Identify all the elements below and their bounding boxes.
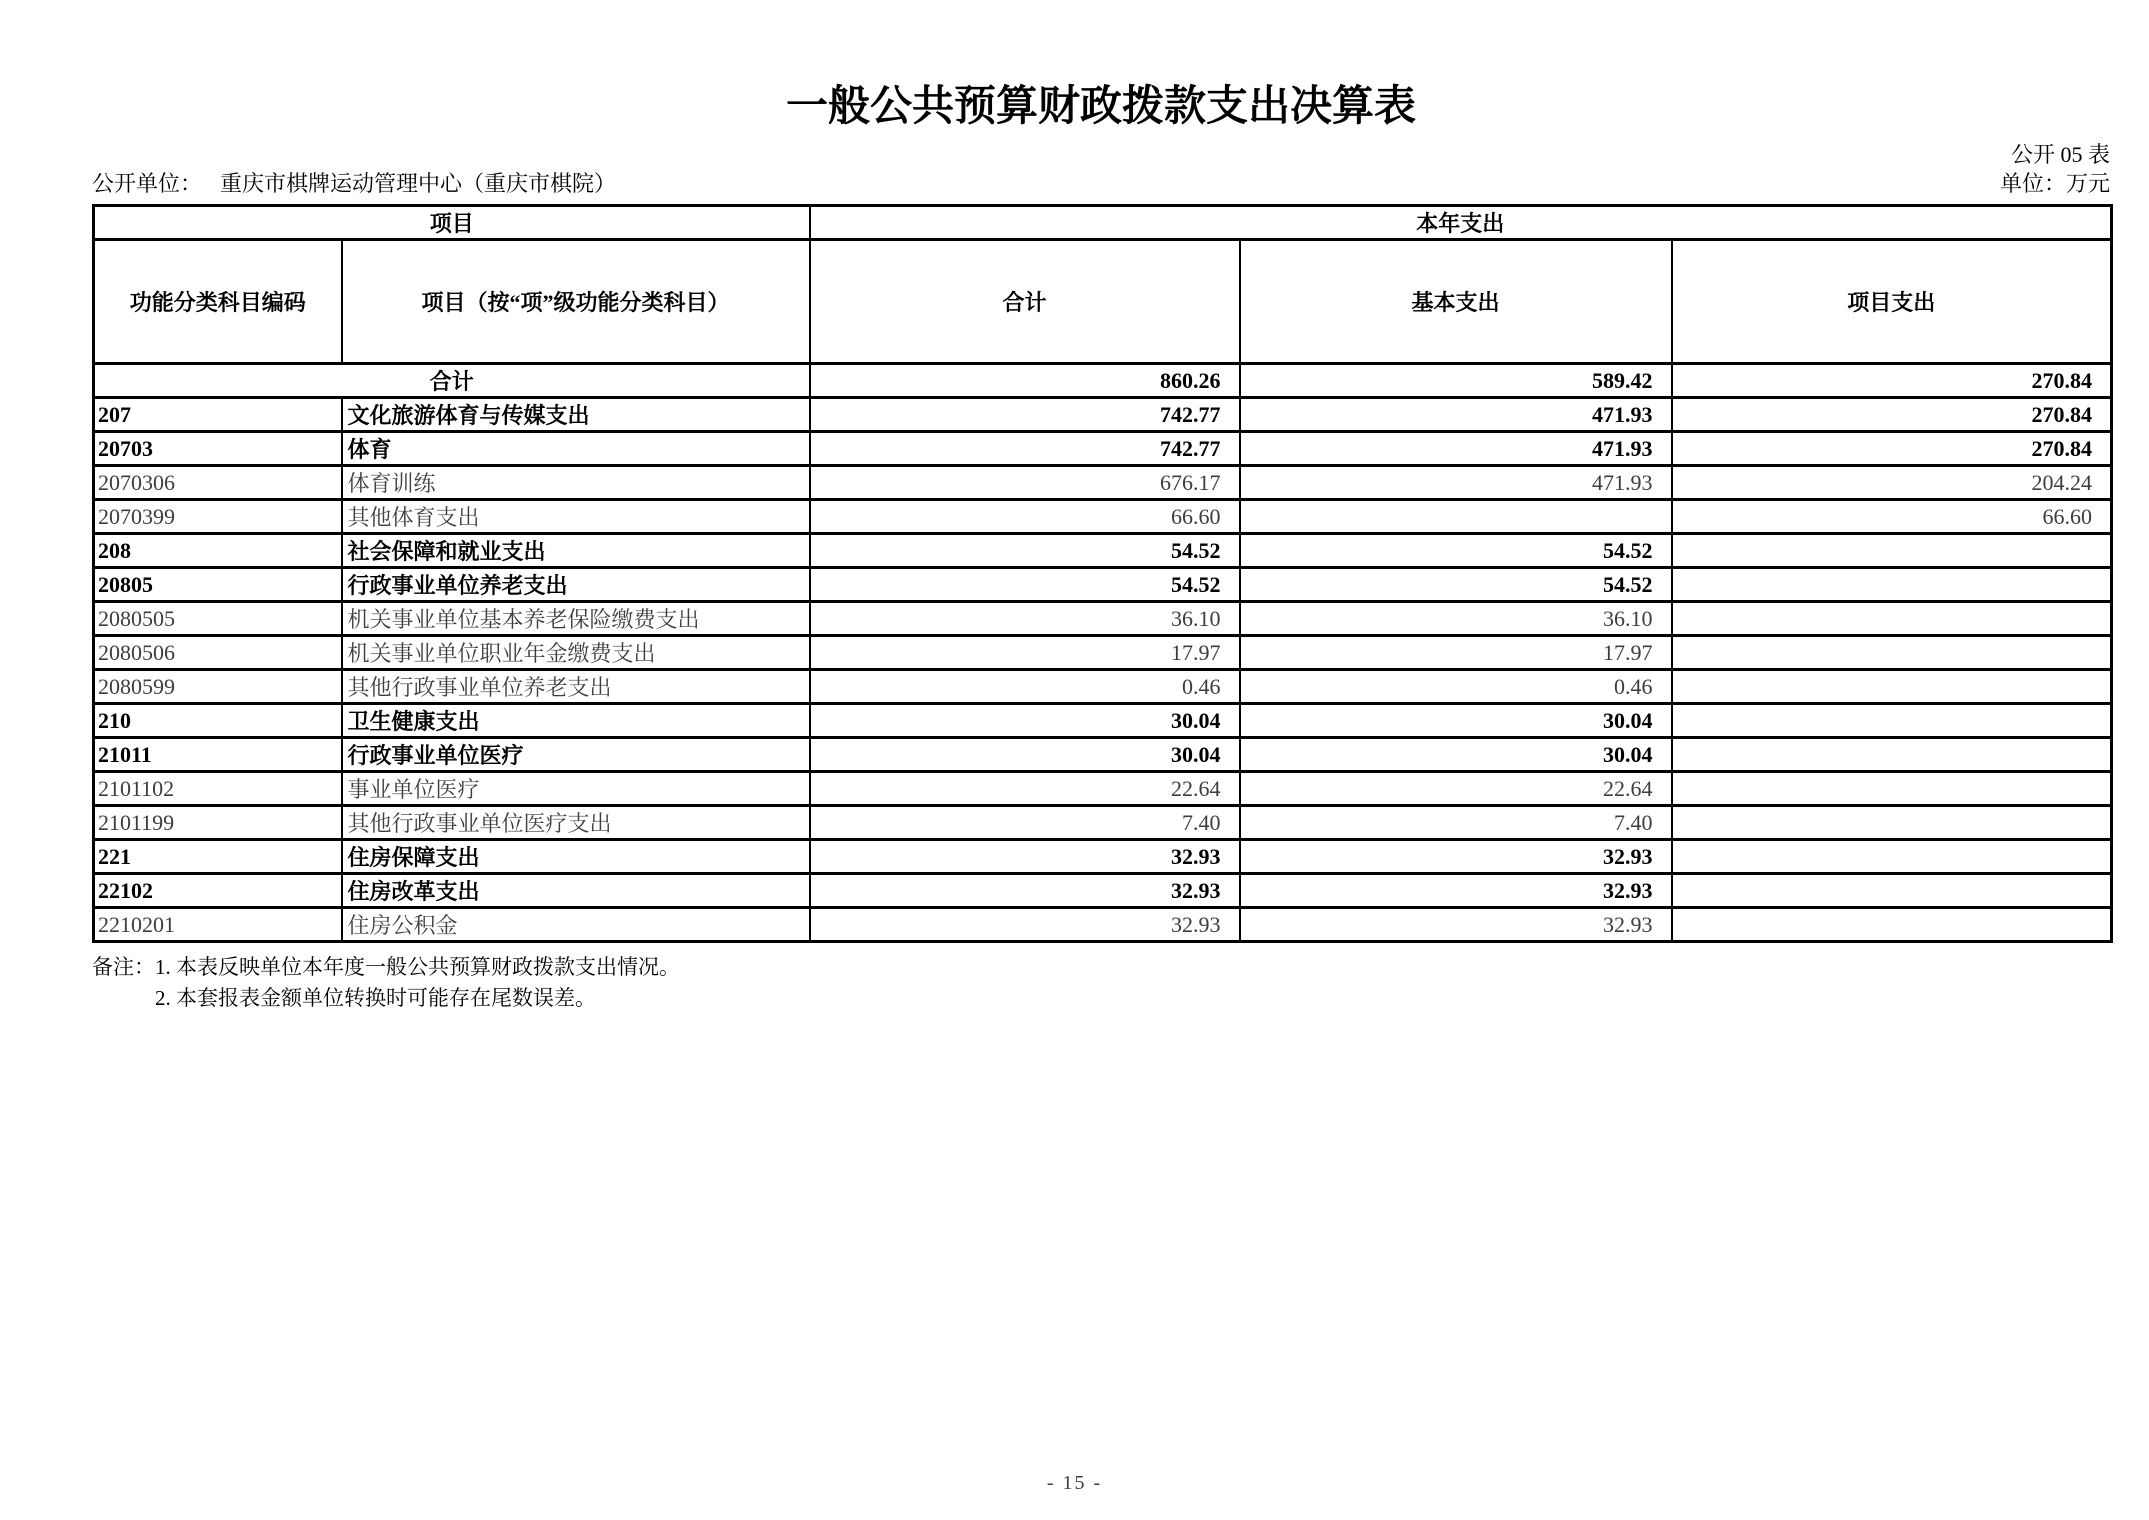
- row-item: 社会保障和就业支出: [342, 534, 810, 568]
- row-total: 742.77: [810, 432, 1240, 466]
- table-row: [94, 738, 2112, 772]
- row-total: 17.97: [810, 636, 1240, 670]
- header-col-code: 功能分类科目编码: [94, 240, 342, 364]
- row-item: 其他体育支出: [342, 500, 810, 534]
- row-basic: 32.93: [1240, 908, 1672, 942]
- row-total: 860.26: [810, 364, 1240, 398]
- row-item: 住房改革支出: [342, 874, 810, 908]
- row-code: 22102: [94, 874, 342, 908]
- header-col-project: 项目支出: [1672, 240, 2112, 364]
- row-project: [1672, 568, 2112, 602]
- row-item: 其他行政事业单位养老支出: [342, 670, 810, 704]
- row-project: [1672, 738, 2112, 772]
- row-basic: 589.42: [1240, 364, 1672, 398]
- row-basic: 471.93: [1240, 398, 1672, 432]
- document-content: [92, 0, 2110, 1014]
- row-total: 32.93: [810, 874, 1240, 908]
- table-header: [94, 206, 2112, 364]
- row-total: 30.04: [810, 704, 1240, 738]
- row-code: 2101199: [94, 806, 342, 840]
- row-basic: 36.10: [1240, 602, 1672, 636]
- row-project: [1672, 602, 2112, 636]
- publishing-unit: [92, 170, 616, 198]
- row-project: [1672, 908, 2112, 942]
- header-col-item: 项目（按“项”级功能分类科目）: [342, 240, 810, 364]
- notes-block: [92, 952, 2110, 1014]
- row-project: 270.84: [1672, 432, 2112, 466]
- row-basic: 17.97: [1240, 636, 1672, 670]
- header-group-project: 项目: [94, 206, 810, 240]
- row-code: 207: [94, 398, 342, 432]
- row-item: 行政事业单位养老支出: [342, 568, 810, 602]
- row-project: 204.24: [1672, 466, 2112, 500]
- row-total: 30.04: [810, 738, 1240, 772]
- budget-table: [92, 204, 2113, 943]
- unit-of-measure-label: 单位：万元: [1999, 171, 2110, 196]
- header-group-year-expenditure: 本年支出: [810, 206, 2112, 240]
- row-project: 270.84: [1672, 364, 2112, 398]
- note-line-2: 2. 本套报表金额单位转换时可能存在尾数误差。: [155, 986, 596, 1010]
- row-item: 住房保障支出: [342, 840, 810, 874]
- row-total: 32.93: [810, 840, 1240, 874]
- row-project: [1672, 874, 2112, 908]
- row-project: [1672, 534, 2112, 568]
- table-row: [94, 364, 2112, 398]
- row-item: 住房公积金: [342, 908, 810, 942]
- row-code: 210: [94, 704, 342, 738]
- header-group-row: [94, 206, 2112, 240]
- row-code: 208: [94, 534, 342, 568]
- table-code-label: 公开 05 表: [2010, 142, 2110, 167]
- row-item: 卫生健康支出: [342, 704, 810, 738]
- row-code: 2080599: [94, 670, 342, 704]
- table-row: [94, 840, 2112, 874]
- row-code: 2070399: [94, 500, 342, 534]
- header-col-total: 合计: [810, 240, 1240, 364]
- header-columns-row: [94, 240, 2112, 364]
- row-item: 合计: [94, 364, 810, 398]
- row-basic: 7.40: [1240, 806, 1672, 840]
- row-total: 676.17: [810, 466, 1240, 500]
- table-row: [94, 704, 2112, 738]
- row-basic: 0.46: [1240, 670, 1672, 704]
- row-total: 22.64: [810, 772, 1240, 806]
- row-basic: 22.64: [1240, 772, 1672, 806]
- row-basic: 32.93: [1240, 840, 1672, 874]
- row-code: 2080505: [94, 602, 342, 636]
- row-project: [1672, 670, 2112, 704]
- note-line-1: 备注：1. 本表反映单位本年度一般公共预算财政拨款支出情况。: [92, 955, 680, 979]
- row-item: 机关事业单位基本养老保险缴费支出: [342, 602, 810, 636]
- row-code: 2080506: [94, 636, 342, 670]
- row-total: 54.52: [810, 534, 1240, 568]
- table-row: [94, 568, 2112, 602]
- row-code: 221: [94, 840, 342, 874]
- row-code: 20805: [94, 568, 342, 602]
- table-body: [94, 364, 2112, 942]
- row-item: 体育训练: [342, 466, 810, 500]
- meta-row: [92, 170, 2110, 198]
- row-code: 21011: [94, 738, 342, 772]
- row-basic: 471.93: [1240, 466, 1672, 500]
- table-row: [94, 636, 2112, 670]
- table-row: [94, 602, 2112, 636]
- table-row: [94, 500, 2112, 534]
- row-code: 20703: [94, 432, 342, 466]
- table-row: [94, 466, 2112, 500]
- row-total: 742.77: [810, 398, 1240, 432]
- row-total: 66.60: [810, 500, 1240, 534]
- row-basic: 471.93: [1240, 432, 1672, 466]
- table-row: [94, 398, 2112, 432]
- row-total: 54.52: [810, 568, 1240, 602]
- row-basic: 30.04: [1240, 738, 1672, 772]
- row-item: 机关事业单位职业年金缴费支出: [342, 636, 810, 670]
- row-basic: 54.52: [1240, 534, 1672, 568]
- header-col-basic: 基本支出: [1240, 240, 1672, 364]
- row-project: 270.84: [1672, 398, 2112, 432]
- row-total: 0.46: [810, 670, 1240, 704]
- row-item: 行政事业单位医疗: [342, 738, 810, 772]
- row-basic: 32.93: [1240, 874, 1672, 908]
- table-row: [94, 534, 2112, 568]
- publishing-unit-label: 公开单位：: [92, 171, 203, 196]
- row-item: 事业单位医疗: [342, 772, 810, 806]
- row-code: 2070306: [94, 466, 342, 500]
- row-basic: 30.04: [1240, 704, 1672, 738]
- table-row: [94, 806, 2112, 840]
- row-item: 文化旅游体育与传媒支出: [342, 398, 810, 432]
- row-total: 7.40: [810, 806, 1240, 840]
- row-basic: [1240, 500, 1672, 534]
- row-basic: 54.52: [1240, 568, 1672, 602]
- table-row: [94, 874, 2112, 908]
- table-row: [94, 772, 2112, 806]
- table-row: [94, 432, 2112, 466]
- row-item: 体育: [342, 432, 810, 466]
- row-item: 其他行政事业单位医疗支出: [342, 806, 810, 840]
- row-project: [1672, 840, 2112, 874]
- page-title: 一般公共预算财政拨款支出决算表: [785, 84, 1416, 130]
- row-project: [1672, 772, 2112, 806]
- publishing-unit-name: 重庆市棋牌运动管理中心（重庆市棋院）: [220, 171, 617, 196]
- row-project: [1672, 704, 2112, 738]
- table-row: [94, 670, 2112, 704]
- row-project: 66.60: [1672, 500, 2112, 534]
- row-code: 2101102: [94, 772, 342, 806]
- row-total: 36.10: [810, 602, 1240, 636]
- row-code: 2210201: [94, 908, 342, 942]
- page-number: - 15 -: [1046, 1472, 1103, 1494]
- row-total: 32.93: [810, 908, 1240, 942]
- row-project: [1672, 636, 2112, 670]
- row-project: [1672, 806, 2112, 840]
- table-row: [94, 908, 2112, 942]
